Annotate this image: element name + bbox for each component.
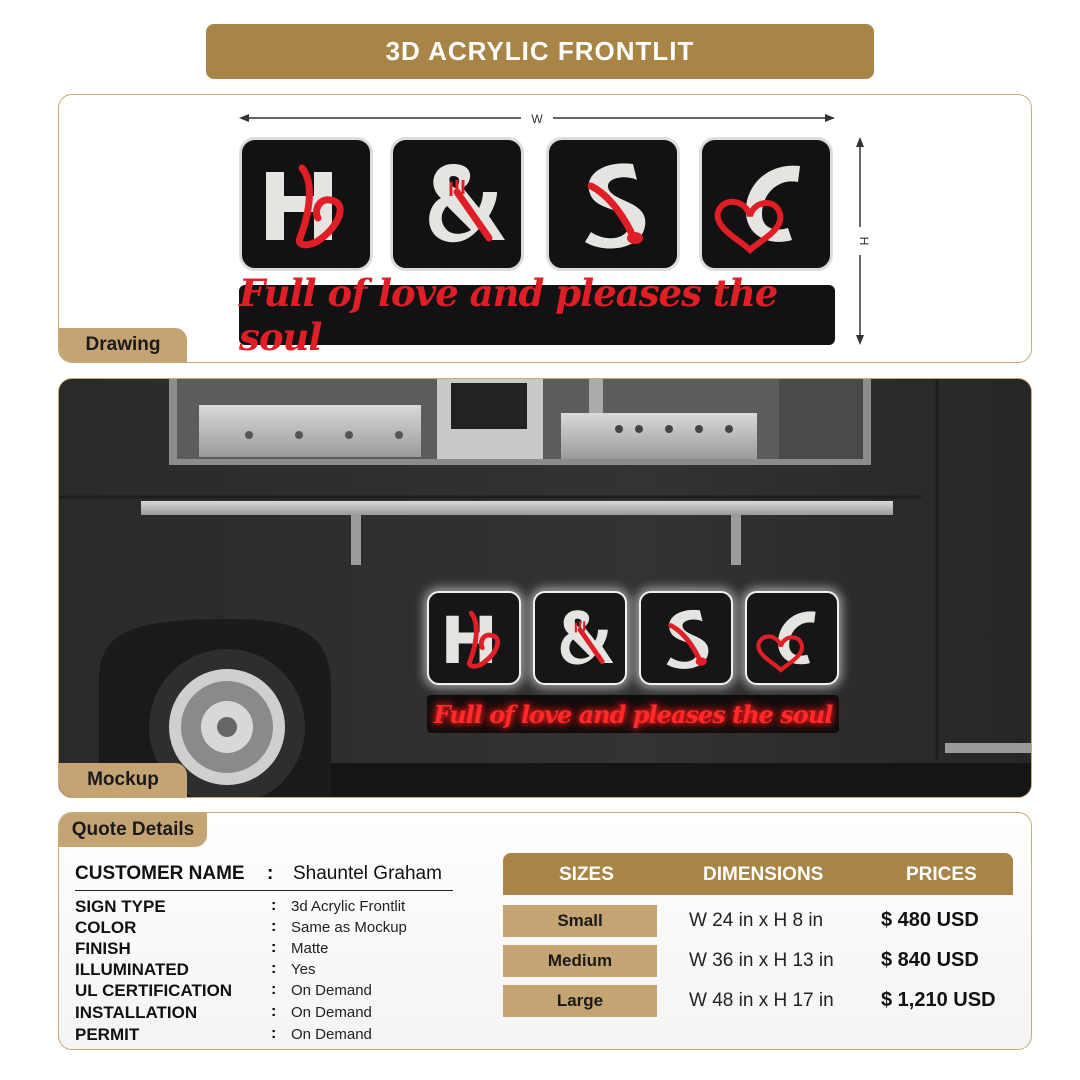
- price-table-header: [503, 853, 1013, 895]
- separator-colon: :: [267, 863, 274, 884]
- separator-colon: :: [271, 1025, 277, 1042]
- quote-details-tab: Quote Details: [59, 813, 207, 847]
- mockup-tab: Mockup: [59, 763, 187, 797]
- spec-row-illuminated: [75, 960, 455, 982]
- separator-colon: :: [271, 897, 277, 914]
- size-dimensions: W 36 in x H 13 in: [689, 950, 834, 971]
- mockup-tile-c: [745, 591, 839, 685]
- prices-column-header: PRICES: [906, 864, 977, 885]
- height-marker: H: [857, 236, 871, 246]
- spec-value: Matte: [291, 940, 329, 957]
- size-row-large: [503, 985, 1023, 1017]
- spec-label: FINISH: [75, 939, 131, 958]
- drawing-tab: Drawing: [59, 328, 187, 362]
- size-name: Medium: [503, 945, 657, 977]
- separator-colon: :: [271, 960, 277, 977]
- size-dimensions: W 24 in x H 8 in: [689, 910, 824, 931]
- spec-label: ILLUMINATED: [75, 960, 189, 979]
- spec-row-ul-certification: [75, 981, 455, 1003]
- food-truck-illustration: [59, 379, 1032, 798]
- sizes-column-header: SIZES: [559, 864, 614, 885]
- letter-h-heart-graphic: [244, 142, 368, 266]
- size-price: $ 840 USD: [881, 949, 979, 971]
- mockup-panel: [58, 378, 1032, 798]
- spec-row-color: [75, 918, 455, 940]
- spec-label: PERMIT: [75, 1025, 140, 1044]
- letter-tile-s: [546, 137, 680, 271]
- slogan-sign: Full of love and pleases the soul: [239, 285, 835, 345]
- spec-label: SIGN TYPE: [75, 897, 166, 916]
- height-dimension-arrow: [852, 137, 872, 345]
- mockup-ampersand-graphic: [537, 595, 623, 681]
- dimensions-column-header: DIMENSIONS: [703, 864, 824, 885]
- drawing-panel: [58, 94, 1032, 363]
- spec-value: On Demand: [291, 982, 372, 999]
- mockup-tile-ampersand: [533, 591, 627, 685]
- spec-row-installation: [75, 1003, 455, 1025]
- size-row-medium: [503, 945, 1023, 977]
- letter-tile-ampersand: [390, 137, 524, 271]
- spec-label: UL CERTIFICATION: [75, 981, 233, 1000]
- width-marker: W: [531, 112, 543, 125]
- mockup-letter-s-graphic: [643, 595, 729, 681]
- size-name: Small: [503, 905, 657, 937]
- letter-tile-c: [699, 137, 833, 271]
- separator-colon: :: [271, 939, 277, 956]
- mockup-sign: [427, 591, 839, 733]
- mockup-slogan: Full of love and pleases the soul: [427, 695, 839, 733]
- size-price: $ 1,210 USD: [881, 989, 996, 1011]
- spec-row-permit: [75, 1025, 455, 1047]
- separator-colon: :: [271, 1003, 277, 1020]
- mockup-tile-h: [427, 591, 521, 685]
- spec-row-finish: [75, 939, 455, 961]
- customer-name-row: [75, 861, 453, 891]
- spec-value: Yes: [291, 961, 316, 978]
- spec-value: On Demand: [291, 1004, 372, 1021]
- spec-value: On Demand: [291, 1026, 372, 1043]
- customer-name-label: CUSTOMER NAME: [75, 863, 245, 884]
- mockup-letter-h-graphic: [431, 595, 517, 681]
- separator-colon: :: [271, 981, 277, 998]
- spec-label: INSTALLATION: [75, 1003, 198, 1022]
- spec-row-sign-type: [75, 897, 455, 919]
- quote-details-panel: [58, 812, 1032, 1050]
- letter-s-spoon-graphic: [551, 142, 675, 266]
- width-dimension-arrow: [239, 111, 835, 125]
- size-name: Large: [503, 985, 657, 1017]
- spec-value: Same as Mockup: [291, 919, 407, 936]
- page-title: 3D ACRYLIC FRONTLIT: [206, 24, 874, 79]
- spec-value: 3d Acrylic Frontlit: [291, 898, 406, 915]
- mockup-letter-c-graphic: [749, 595, 835, 681]
- letter-tile-h: [239, 137, 373, 271]
- customer-name-value: Shauntel Graham: [293, 863, 442, 884]
- size-dimensions: W 48 in x H 17 in: [689, 990, 834, 1011]
- separator-colon: :: [271, 918, 277, 935]
- ampersand-fork-graphic: [395, 142, 519, 266]
- mockup-tile-s: [639, 591, 733, 685]
- size-price: $ 480 USD: [881, 909, 979, 931]
- letter-c-heart-graphic: [704, 142, 828, 266]
- spec-label: COLOR: [75, 918, 137, 937]
- size-row-small: [503, 905, 1023, 937]
